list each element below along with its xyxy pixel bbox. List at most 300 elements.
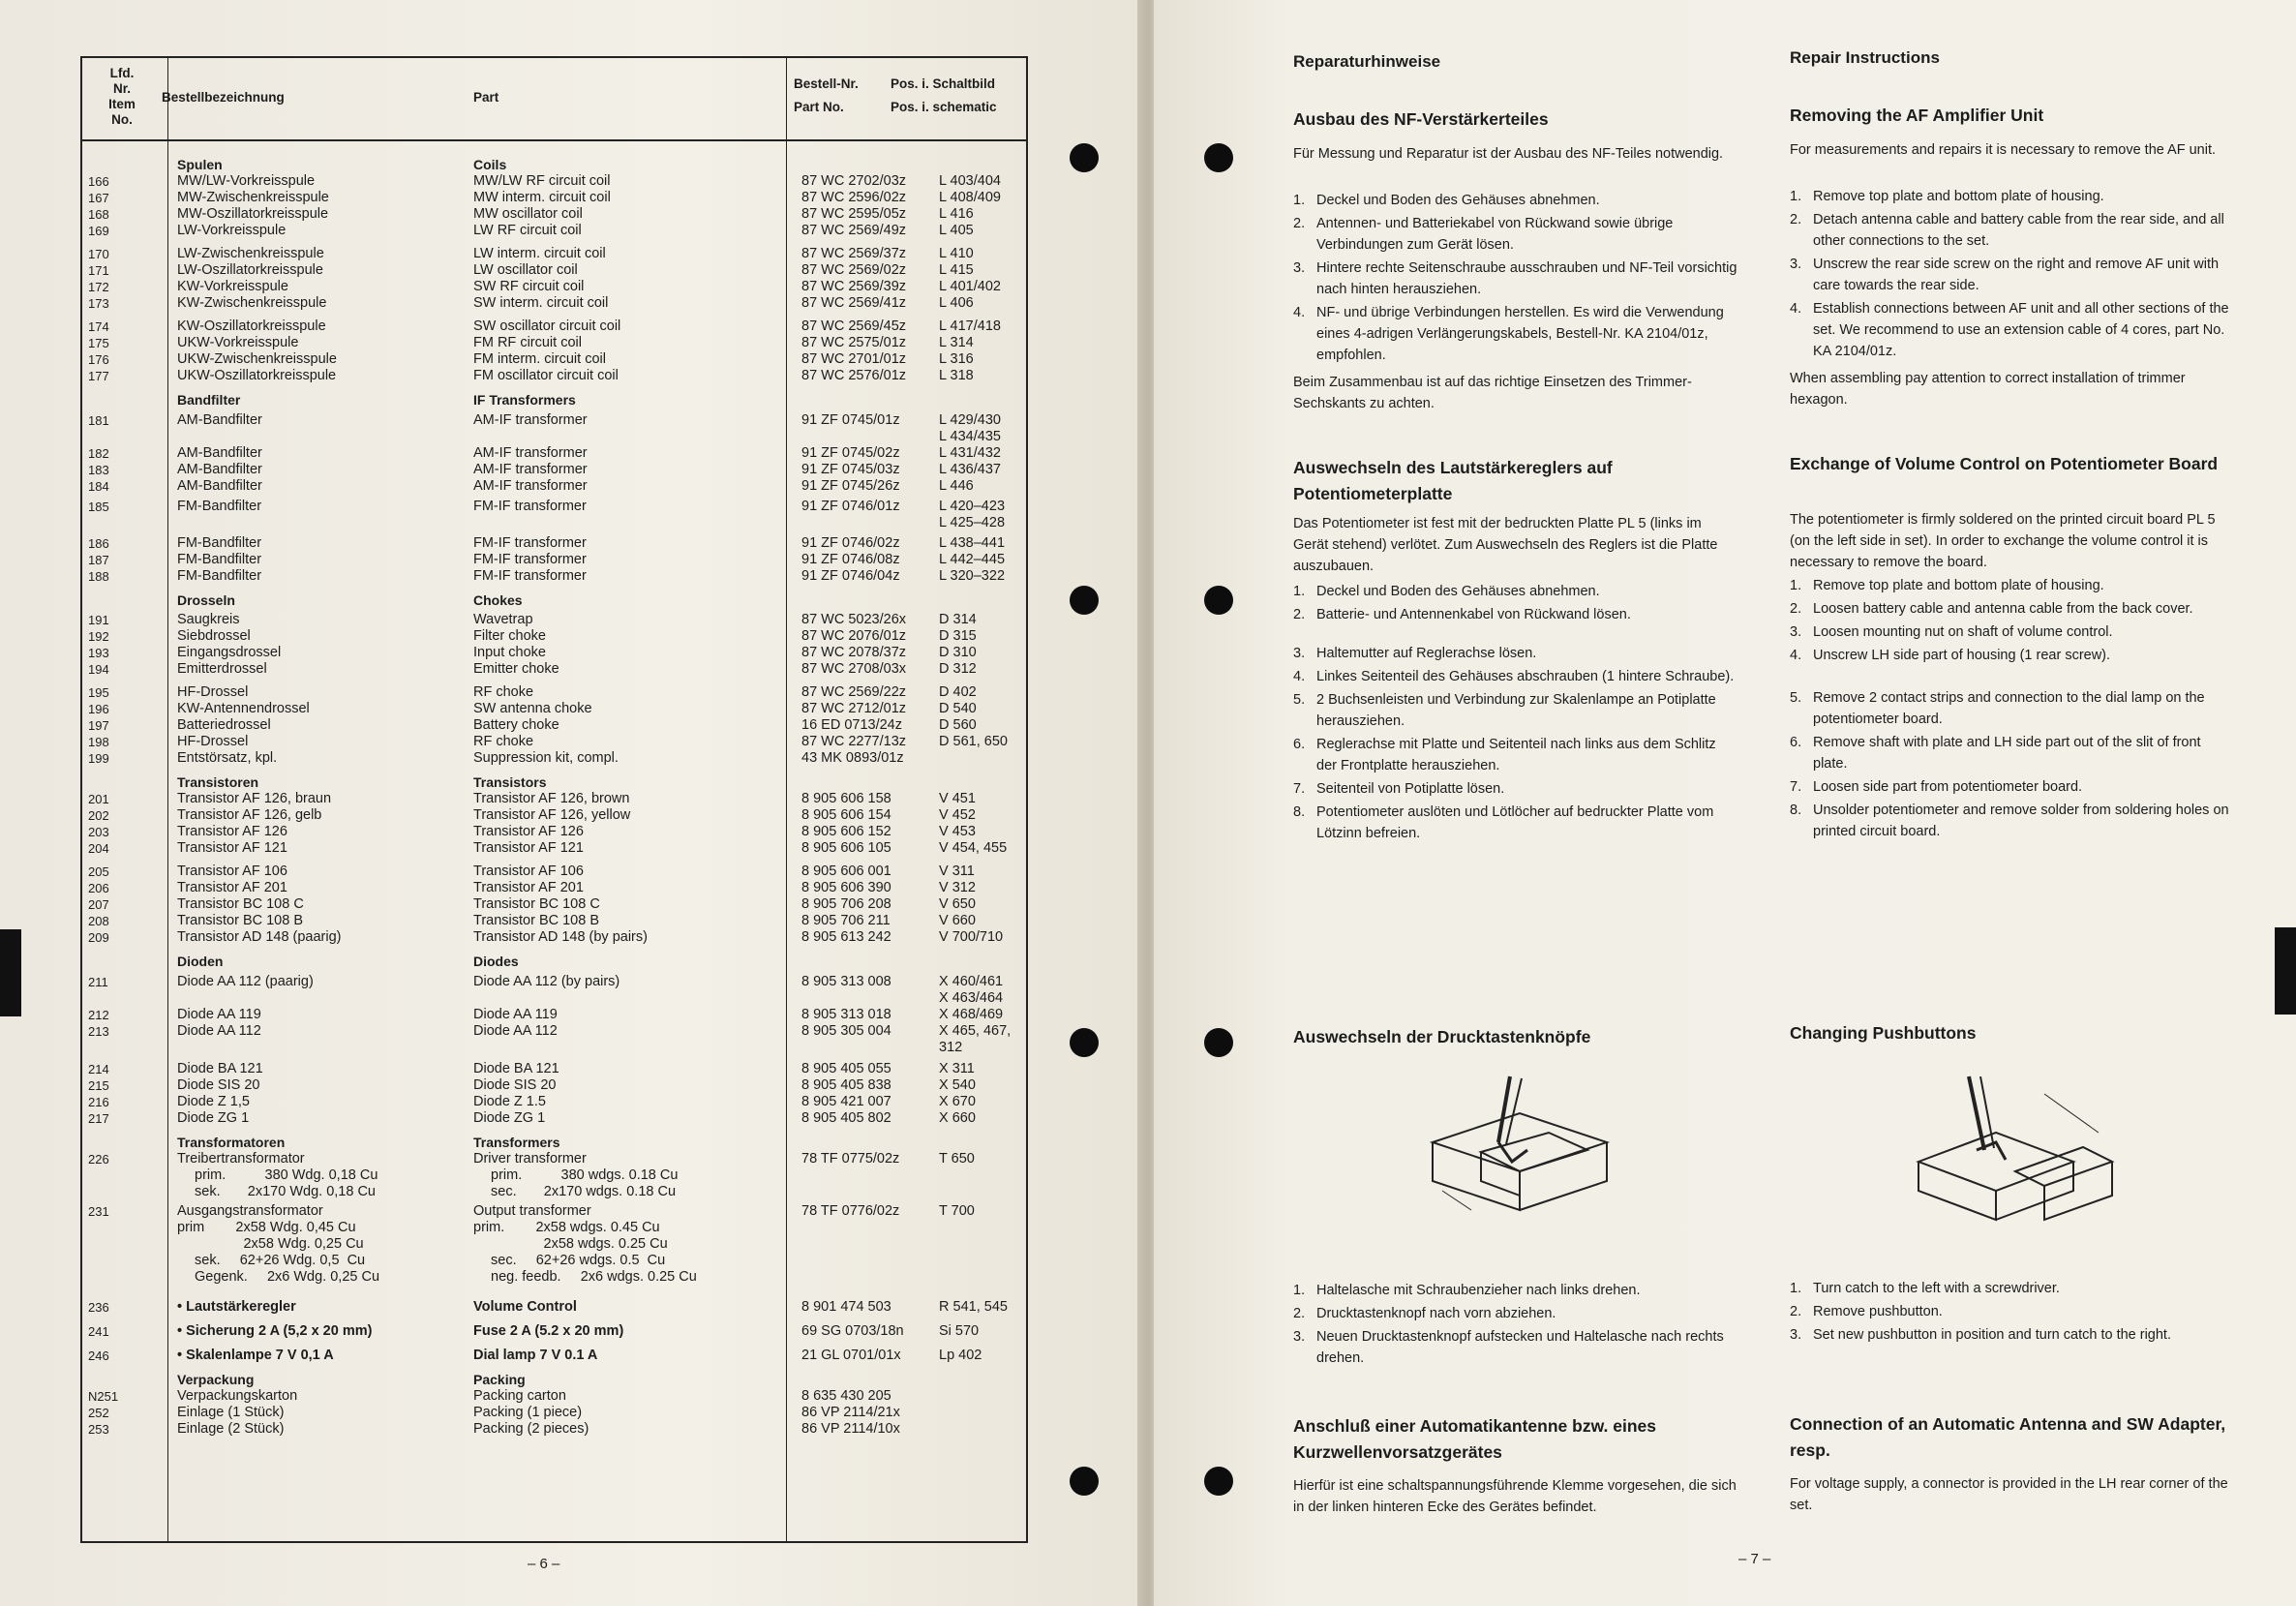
schematic-ref: X 670 xyxy=(939,1094,976,1109)
part-number: 87 WC 2712/01z xyxy=(801,701,907,716)
schematic-ref: L 314 xyxy=(939,335,974,350)
part-name-de: HF-Drossel xyxy=(177,684,249,700)
binder-hole xyxy=(1070,586,1099,615)
part-number: 21 GL 0701/01x xyxy=(801,1348,901,1363)
part-number: 87 WC 2708/03x xyxy=(801,661,907,677)
header-ref-en: Pos. i. schematic xyxy=(891,100,997,114)
item-number: 169 xyxy=(88,224,109,238)
part-number: 8 905 706 211 xyxy=(801,913,891,928)
table-row xyxy=(82,445,1026,462)
part-number: 87 WC 2569/39z xyxy=(801,279,907,294)
binder-hole xyxy=(1204,143,1233,172)
item-number: 177 xyxy=(88,369,109,383)
part-name-en: Packing (1 piece) xyxy=(473,1405,583,1420)
table-row xyxy=(82,1253,1026,1269)
table-group-heading xyxy=(82,774,1026,791)
table-row xyxy=(82,929,1026,946)
part-number: 8 905 606 390 xyxy=(801,880,891,895)
part-name-en: Fuse 2 A (5.2 x 20 mm) xyxy=(473,1323,624,1339)
item-number: 188 xyxy=(88,569,109,584)
part-number: 8 901 474 503 xyxy=(801,1299,891,1315)
part-name-de: UKW-Oszillatorkreisspule xyxy=(177,368,337,383)
section-title-pushbuttons-de: Auswechseln der Drucktastenknöpfe xyxy=(1293,1027,1591,1046)
part-name-en: Coils xyxy=(473,157,507,172)
part-name-de: prim 2x58 Wdg. 0,45 Cu xyxy=(177,1220,356,1235)
part-name-en: IF Transformers xyxy=(473,392,576,408)
table-row xyxy=(82,462,1026,478)
schematic-ref: D 310 xyxy=(939,645,977,660)
item-number: 181 xyxy=(88,413,109,428)
table-row xyxy=(82,318,1026,335)
step-item: 6. Reglerachse mit Platte und Seitenteil nach links aus dem Schlitz der Frontplatte herausziehen. xyxy=(1293,737,1716,773)
part-name-en: Packing (2 pieces) xyxy=(473,1421,589,1437)
binder-hole xyxy=(1204,586,1233,615)
table-row xyxy=(82,1110,1026,1127)
part-name-de: • Lautstärkeregler xyxy=(177,1299,296,1315)
part-name-de: Bandfilter xyxy=(177,392,241,408)
section-title-af-unit-en: Removing the AF Amplifier Unit xyxy=(1790,106,2044,125)
schematic-ref: L 318 xyxy=(939,368,974,383)
part-number: 8 905 706 208 xyxy=(801,896,891,912)
table-row xyxy=(82,173,1026,190)
part-name-de: • Sicherung 2 A (5,2 x 20 mm) xyxy=(177,1323,373,1339)
item-number: 217 xyxy=(88,1111,109,1126)
table-row xyxy=(82,1299,1026,1316)
item-number: 168 xyxy=(88,207,109,222)
part-name-en: Transistor AF 126, brown xyxy=(473,791,630,806)
part-name-en: RF choke xyxy=(473,734,534,749)
table-row xyxy=(82,1184,1026,1200)
item-number: 199 xyxy=(88,751,109,766)
part-number: 86 VP 2114/10x xyxy=(801,1421,900,1437)
part-name-en: Diode AA 119 xyxy=(473,1007,558,1022)
section-title-antenna-en: Connection of an Automatic Antenna and SW Adapter, resp. xyxy=(1790,1414,2226,1460)
table-row xyxy=(82,1203,1026,1220)
part-name-de: Entstörsatz, kpl. xyxy=(177,750,278,766)
table-group-heading xyxy=(82,392,1026,409)
part-number: 8 905 613 242 xyxy=(801,929,891,945)
step-item: 5. Remove 2 contact strips and connection to the dial lamp on the potentiometer board. xyxy=(1790,690,2205,727)
part-name-en: LW RF circuit coil xyxy=(473,223,582,238)
part-number: 87 WC 2569/02z xyxy=(801,262,907,278)
table-row xyxy=(82,262,1026,279)
part-name-en: Emitter choke xyxy=(473,661,559,677)
schematic-ref: X 465, 467, xyxy=(939,1023,1012,1039)
item-number: 194 xyxy=(88,662,109,677)
part-name-en: 2x58 wdgs. 0.25 Cu xyxy=(473,1236,668,1252)
part-name-en: AM-IF transformer xyxy=(473,445,588,461)
header-en: Part xyxy=(473,90,499,105)
part-name-en: Packing carton xyxy=(473,1388,566,1404)
item-number: 205 xyxy=(88,864,109,879)
table-row xyxy=(82,499,1026,515)
item-number: 236 xyxy=(88,1300,109,1315)
item-number: 184 xyxy=(88,479,109,494)
schematic-ref: V 650 xyxy=(939,896,976,912)
item-number: 213 xyxy=(88,1024,109,1039)
table-row xyxy=(82,750,1026,767)
step-item: 7. Loosen side part from potentiometer board. xyxy=(1790,779,2083,795)
table-row xyxy=(82,1421,1026,1438)
part-name-en: AM-IF transformer xyxy=(473,412,588,428)
schematic-ref: V 452 xyxy=(939,807,976,823)
schematic-ref: L 442–445 xyxy=(939,552,1006,567)
schematic-ref: L 425–428 xyxy=(939,515,1006,530)
schematic-ref: V 312 xyxy=(939,880,976,895)
part-name-en: Wavetrap xyxy=(473,612,533,627)
item-number: 166 xyxy=(88,174,109,189)
table-row xyxy=(82,1040,1026,1056)
part-name-en: LW oscillator coil xyxy=(473,262,578,278)
part-name-de: Verpackungskarton xyxy=(177,1388,298,1404)
table-row xyxy=(82,1077,1026,1094)
item-number: 172 xyxy=(88,280,109,294)
step-item: 6. Remove shaft with plate and LH side part out of the slit of front plate. xyxy=(1790,735,2201,772)
item-number: N251 xyxy=(88,1389,119,1404)
item-number: 241 xyxy=(88,1324,109,1339)
part-name-en: prim. 380 wdgs. 0.18 Cu xyxy=(491,1167,679,1183)
table-row xyxy=(82,1323,1026,1340)
schematic-ref: D 560 xyxy=(939,717,977,733)
schematic-ref: L 446 xyxy=(939,478,974,494)
part-name-de: AM-Bandfilter xyxy=(177,462,262,477)
part-name-de: Gegenk. 2x6 Wdg. 0,25 Cu xyxy=(195,1269,380,1285)
binder-hole xyxy=(1070,143,1099,172)
item-number: 216 xyxy=(88,1095,109,1109)
item-number: 167 xyxy=(88,191,109,205)
part-name-en: Filter choke xyxy=(473,628,546,644)
part-name-de: 2x58 Wdg. 0,25 Cu xyxy=(177,1236,364,1252)
item-number: 246 xyxy=(88,1348,109,1363)
part-name-de: Batteriedrossel xyxy=(177,717,271,733)
part-number: 87 WC 5023/26x xyxy=(801,612,907,627)
part-name-en: Transistor AF 106 xyxy=(473,864,584,879)
part-number: 91 ZF 0745/01z xyxy=(801,412,900,428)
part-number: 87 WC 2277/13z xyxy=(801,734,907,749)
schematic-ref: D 402 xyxy=(939,684,977,700)
item-number: 209 xyxy=(88,930,109,945)
table-row xyxy=(82,535,1026,552)
page-title-en: Repair Instructions xyxy=(1790,48,1940,67)
table-row xyxy=(82,568,1026,585)
table-group-heading xyxy=(82,1372,1026,1388)
part-name-en: Diode ZG 1 xyxy=(473,1110,546,1126)
table-row xyxy=(82,974,1026,990)
table-row xyxy=(82,1094,1026,1110)
schematic-ref: D 312 xyxy=(939,661,977,677)
step-item: 2. Loosen battery cable and antenna cable from the back cover. xyxy=(1790,601,2193,617)
schematic-ref: L 417/418 xyxy=(939,318,1001,334)
table-group-heading xyxy=(82,954,1026,970)
part-name-en: MW oscillator coil xyxy=(473,206,583,222)
item-number: 198 xyxy=(88,735,109,749)
part-name-de: KW-Antennendrossel xyxy=(177,701,310,716)
table-row xyxy=(82,552,1026,568)
header-ref-de: Pos. i. Schaltbild xyxy=(891,76,996,91)
step-item: 2. Antennen- und Batteriekabel von Rückwand sowie übrige Verbindungen zum Gerät lösen. xyxy=(1293,216,1674,253)
part-number: 8 905 606 158 xyxy=(801,791,891,806)
part-number: 87 WC 2595/05z xyxy=(801,206,907,222)
part-number: 87 WC 2596/02z xyxy=(801,190,907,205)
table-row xyxy=(82,478,1026,495)
item-number: 226 xyxy=(88,1152,109,1167)
part-name-de: FM-Bandfilter xyxy=(177,499,262,514)
step-item: 3. Loosen mounting nut on shaft of volume control. xyxy=(1790,624,2113,640)
part-number: 91 ZF 0745/03z xyxy=(801,462,900,477)
part-number: 8 905 421 007 xyxy=(801,1094,891,1109)
part-name-de: AM-Bandfilter xyxy=(177,412,262,428)
part-name-en: Diodes xyxy=(473,954,519,969)
table-row xyxy=(82,279,1026,295)
item-number: 252 xyxy=(88,1406,109,1420)
step-item: 3. Hintere rechte Seitenschraube ausschrauben und NF-Teil vorsichtig nach hinten herausziehen. xyxy=(1293,260,1737,297)
item-number: 170 xyxy=(88,247,109,261)
step-item: 2. Remove pushbutton. xyxy=(1790,1304,1943,1319)
part-number: 8 905 405 838 xyxy=(801,1077,891,1093)
pushbutton-illustration-en xyxy=(1909,1075,2122,1249)
part-number: 87 WC 2575/01z xyxy=(801,335,907,350)
table-row xyxy=(82,1023,1026,1040)
schematic-ref: R 541, 545 xyxy=(939,1299,1008,1315)
part-name-en: FM interm. circuit coil xyxy=(473,351,606,367)
table-row xyxy=(82,628,1026,645)
part-name-de: Einlage (1 Stück) xyxy=(177,1405,285,1420)
schematic-ref: L 403/404 xyxy=(939,173,1001,189)
part-name-en: Transistor AF 121 xyxy=(473,840,584,856)
table-row xyxy=(82,661,1026,678)
part-name-de: Diode SIS 20 xyxy=(177,1077,260,1093)
part-name-de: Diode Z 1,5 xyxy=(177,1094,250,1109)
table-row xyxy=(82,1007,1026,1023)
item-number: 191 xyxy=(88,613,109,627)
part-name-de: prim. 380 Wdg. 0,18 Cu xyxy=(195,1167,378,1183)
part-name-en: FM-IF transformer xyxy=(473,499,587,514)
part-name-de: Transistor BC 108 C xyxy=(177,896,304,912)
part-name-de: • Skalenlampe 7 V 0,1 A xyxy=(177,1348,334,1363)
part-name-de: Einlage (2 Stück) xyxy=(177,1421,285,1437)
table-row xyxy=(82,1348,1026,1364)
section-title-af-unit-de: Ausbau des NF-Verstärkerteiles xyxy=(1293,109,1549,129)
table-row xyxy=(82,1236,1026,1253)
header-item-no: Lfd. Nr. Item No. xyxy=(108,66,136,127)
table-row xyxy=(82,190,1026,206)
part-number: 87 WC 2076/01z xyxy=(801,628,907,644)
item-number: 211 xyxy=(88,975,108,989)
part-name-de: Transistor AF 126, braun xyxy=(177,791,332,806)
schematic-ref: T 650 xyxy=(939,1151,975,1167)
schematic-ref: X 660 xyxy=(939,1110,976,1126)
steps-pushbuttons-en xyxy=(1790,1278,2235,1348)
table-row xyxy=(82,701,1026,717)
schematic-ref: L 429/430 xyxy=(939,412,1001,428)
item-number: 208 xyxy=(88,914,109,928)
item-number: 182 xyxy=(88,446,109,461)
table-row xyxy=(82,1151,1026,1167)
schematic-ref: L 320–322 xyxy=(939,568,1006,584)
section-intro-de: Das Potentiometer ist fest mit der bedruckten Platte PL 5 (links im Gerät stehend) verlötet. Zum Auswechseln des Reglers ist die Platte auszubauen. xyxy=(1293,516,1718,574)
part-name-de: Eingangsdrossel xyxy=(177,645,282,660)
part-number: 8 905 305 004 xyxy=(801,1023,891,1039)
step-item: 5. 2 Buchsenleisten und Verbindung zur Skalenlampe an Potiplatte herausziehen. xyxy=(1293,692,1716,729)
part-number: 91 ZF 0746/02z xyxy=(801,535,900,551)
part-name-en: Diode SIS 20 xyxy=(473,1077,557,1093)
part-name-de: Dioden xyxy=(177,954,224,969)
part-name-en: MW interm. circuit coil xyxy=(473,190,611,205)
part-name-en: Diode AA 112 xyxy=(473,1023,558,1039)
schematic-ref: X 468/469 xyxy=(939,1007,1004,1022)
part-name-de: Transformatoren xyxy=(177,1135,286,1150)
binder-hole xyxy=(1204,1028,1233,1057)
step-item: 1. Remove top plate and bottom plate of housing. xyxy=(1790,189,2104,204)
table-row xyxy=(82,990,1026,1007)
part-number: 91 ZF 0745/02z xyxy=(801,445,900,461)
step-item: 1. Deckel und Boden des Gehäuses abnehmen. xyxy=(1293,584,1600,599)
part-name-en: Transistor AF 201 xyxy=(473,880,584,895)
part-name-en: SW interm. circuit coil xyxy=(473,295,609,311)
table-row xyxy=(82,368,1026,384)
table-row xyxy=(82,223,1026,239)
section-title-antenna-de: Anschluß einer Automatikantenne bzw. eines Kurzwellenvorsatzgerätes xyxy=(1293,1416,1657,1462)
part-number: 16 ED 0713/24z xyxy=(801,717,902,733)
schematic-ref: V 453 xyxy=(939,824,976,839)
schematic-ref: X 463/464 xyxy=(939,990,1004,1006)
step-item: 2. Detach antenna cable and battery cable from the rear side, and all other connections to the set. xyxy=(1790,212,2224,249)
item-number: 175 xyxy=(88,336,109,350)
part-name-de: Ausgangstransformator xyxy=(177,1203,323,1219)
table-row xyxy=(82,840,1026,857)
part-name-en: Transistor AF 126 xyxy=(473,824,584,839)
part-name-en: Driver transformer xyxy=(473,1151,587,1167)
table-row xyxy=(82,734,1026,750)
table-row xyxy=(82,1220,1026,1236)
part-number: 91 ZF 0745/26z xyxy=(801,478,900,494)
steps-volume-de xyxy=(1293,581,1738,846)
item-number: 171 xyxy=(88,263,109,278)
item-number: 185 xyxy=(88,500,109,514)
part-number: 8 905 606 154 xyxy=(801,807,891,823)
part-name-en: Transistor BC 108 C xyxy=(473,896,600,912)
schematic-ref: L 408/409 xyxy=(939,190,1001,205)
part-name-de: Transistoren xyxy=(177,774,259,790)
schematic-ref: L 405 xyxy=(939,223,974,238)
part-name-de: Transistor AD 148 (paarig) xyxy=(177,929,342,945)
step-item: 4. Linkes Seitenteil des Gehäuses abschrauben (1 hintere Schraube). xyxy=(1293,669,1735,684)
part-name-en: Transistors xyxy=(473,774,547,790)
part-name-en: sec. 2x170 wdgs. 0.18 Cu xyxy=(491,1184,677,1199)
part-name-de: Saugkreis xyxy=(177,612,240,627)
schematic-ref: Lp 402 xyxy=(939,1348,982,1363)
step-item: 3. Set new pushbutton in position and turn catch to the right. xyxy=(1790,1327,2171,1343)
part-name-de: KW-Zwischenkreisspule xyxy=(177,295,327,311)
part-name-de: FM-Bandfilter xyxy=(177,568,262,584)
part-number: 8 905 405 055 xyxy=(801,1061,891,1076)
right-edge-tab xyxy=(2275,927,2296,1015)
table-row xyxy=(82,913,1026,929)
item-number: 204 xyxy=(88,841,109,856)
schematic-ref: L 410 xyxy=(939,246,974,261)
part-name-de: MW-Oszillatorkreisspule xyxy=(177,206,329,222)
part-name-en: Input choke xyxy=(473,645,546,660)
section-intro-en: The potentiometer is firmly soldered on the printed circuit board PL 5 (on the left side in set). In order to exchange the volume control it is necessary to remove the board. xyxy=(1790,512,2216,570)
table-row xyxy=(82,206,1026,223)
step-item: 3. Unscrew the rear side screw on the right and remove AF unit with care towards the rear side. xyxy=(1790,257,2220,293)
part-name-en: Dial lamp 7 V 0.1 A xyxy=(473,1348,598,1363)
part-number: 87 WC 2569/45z xyxy=(801,318,907,334)
part-name-de: Diode AA 119 xyxy=(177,1007,261,1022)
part-number: 87 WC 2569/41z xyxy=(801,295,907,311)
part-name-en: FM-IF transformer xyxy=(473,552,587,567)
left-page xyxy=(0,0,1142,1606)
item-number: 176 xyxy=(88,352,109,367)
part-name-en: Battery choke xyxy=(473,717,559,733)
table-row xyxy=(82,824,1026,840)
part-name-de: Transistor AF 126 xyxy=(177,824,287,839)
part-name-de: AM-Bandfilter xyxy=(177,445,262,461)
item-number: 192 xyxy=(88,629,109,644)
part-name-en: SW oscillator circuit coil xyxy=(473,318,621,334)
item-number: 173 xyxy=(88,296,109,311)
part-name-en: FM RF circuit coil xyxy=(473,335,582,350)
step-item: 8. Unsolder potentiometer and remove solder from soldering holes on printed circuit board. xyxy=(1790,803,2229,839)
part-name-de: Transistor AF 106 xyxy=(177,864,287,879)
schematic-ref: 312 xyxy=(939,1040,963,1055)
table-group-heading xyxy=(82,157,1026,173)
step-item: 3. Haltemutter auf Reglerachse lösen. xyxy=(1293,646,1537,661)
table-row xyxy=(82,246,1026,262)
schematic-ref: L 420–423 xyxy=(939,499,1006,514)
part-name-de: HF-Drossel xyxy=(177,734,249,749)
part-name-en: AM-IF transformer xyxy=(473,478,588,494)
part-number: 8 905 606 105 xyxy=(801,840,891,856)
binder-hole xyxy=(1204,1467,1233,1496)
page-number: – 6 – xyxy=(528,1556,560,1572)
part-name-de: Diode BA 121 xyxy=(177,1061,263,1076)
table-row xyxy=(82,429,1026,445)
part-number: 87 WC 2078/37z xyxy=(801,645,907,660)
schematic-ref: V 451 xyxy=(939,791,976,806)
part-name-de: Verpackung xyxy=(177,1372,255,1387)
step-item: 1. Deckel und Boden des Gehäuses abnehmen. xyxy=(1293,193,1600,208)
step-item: 1. Remove top plate and bottom plate of housing. xyxy=(1790,578,2104,593)
header-rule xyxy=(82,139,1026,141)
part-name-en: Diode Z 1.5 xyxy=(473,1094,546,1109)
table-row xyxy=(82,684,1026,701)
schematic-ref: D 315 xyxy=(939,628,977,644)
section-title-volume-de: Auswechseln des Lautstärkereglers auf Potentiometerplatte xyxy=(1293,458,1613,503)
part-number: 43 MK 0893/01z xyxy=(801,750,904,766)
part-name-en: Transistor AF 126, yellow xyxy=(473,807,631,823)
table-row xyxy=(82,515,1026,531)
part-name-de: LW-Zwischenkreisspule xyxy=(177,246,324,261)
step-item: 2. Drucktastenknopf nach vorn abziehen. xyxy=(1293,1306,1556,1321)
table-group-heading xyxy=(82,1135,1026,1151)
header-order-no-de: Bestell-Nr. xyxy=(794,76,859,91)
step-item: 8. Potentiometer auslöten und Lötlöcher auf bedruckter Platte vom Lötzinn befreien. xyxy=(1293,804,1714,841)
table-row xyxy=(82,807,1026,824)
schematic-ref: L 434/435 xyxy=(939,429,1001,444)
part-name-en: Transformers xyxy=(473,1135,560,1150)
part-name-de: Treibertransformator xyxy=(177,1151,305,1167)
schematic-ref: Si 570 xyxy=(939,1323,980,1339)
part-number: 91 ZF 0746/01z xyxy=(801,499,900,514)
schematic-ref: L 436/437 xyxy=(939,462,1001,477)
item-number: 214 xyxy=(88,1062,109,1076)
item-number: 253 xyxy=(88,1422,109,1437)
part-name-en: prim. 2x58 wdgs. 0.45 Cu xyxy=(473,1220,660,1235)
item-number: 212 xyxy=(88,1008,109,1022)
item-number: 196 xyxy=(88,702,109,716)
table-row xyxy=(82,1167,1026,1184)
